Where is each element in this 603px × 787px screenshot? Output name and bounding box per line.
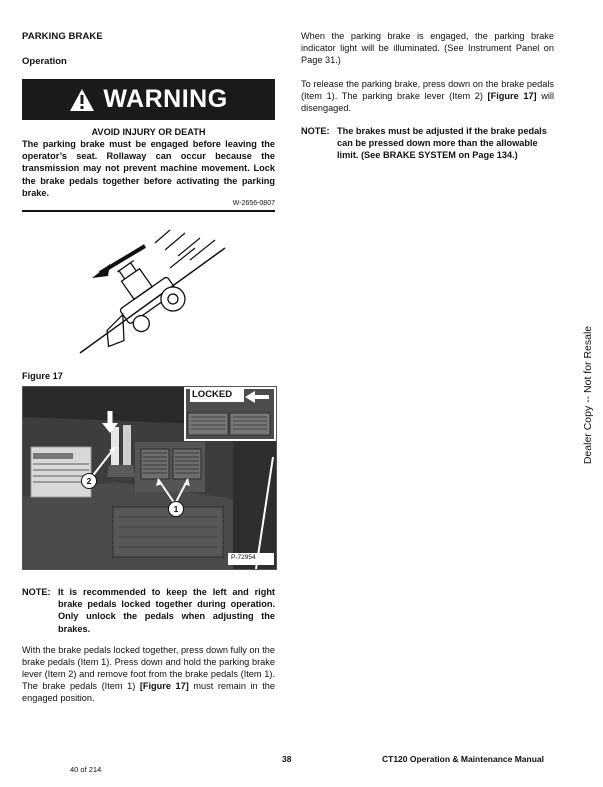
warning-word: WARNING xyxy=(103,85,228,113)
note-right xyxy=(301,125,554,162)
brake-pedals-photo-drawing xyxy=(23,387,276,569)
callout-item-2: 2 xyxy=(81,473,97,489)
locked-label: LOCKED xyxy=(192,389,233,400)
page-number: 38 xyxy=(282,754,292,764)
paragraph-release-figure-ref: [Figure 17] xyxy=(487,91,537,101)
page-count: 40 of 214 xyxy=(70,765,102,774)
warning-title: AVOID INJURY OR DEATH xyxy=(91,127,206,137)
figure-label: Figure 17 xyxy=(22,371,63,381)
photo-code: P-72954 xyxy=(231,554,256,561)
paragraph-indicator-light: When the parking brake is engaged, the parking brake indicator light will be illuminated. (See Instrument Panel on Page 31.) xyxy=(301,31,554,65)
sub-heading: Operation xyxy=(22,56,67,67)
warning-body: The parking brake must be engaged before leaving the operator’s seat. Rollaway can occur because the transmission may not prevent machine movement. Lock the brake pedals together before activating the parking brake. xyxy=(22,139,275,198)
paragraph-left-text-b: must remain in the engaged position. xyxy=(22,681,275,703)
side-watermark-text: Dealer Copy -- Not for Resale xyxy=(582,325,594,465)
paragraph-release-text-b: will disengaged. xyxy=(301,91,555,113)
paragraph-left-text-a: With the brake pedals locked together, press down fully on the brake pedals (Item 1). Press down and hold the parking brake lever (Item 2) and remove foot from the brake pedals (Item 1). The brake pedals (Item 1) xyxy=(22,645,275,691)
note-right-label: NOTE: xyxy=(301,126,330,136)
brake-pedals-photo xyxy=(22,386,277,570)
callout-item-1: 1 xyxy=(168,501,184,517)
note-left xyxy=(22,586,275,635)
manual-title: CT120 Operation & Maintenance Manual xyxy=(382,754,545,764)
paragraph-left xyxy=(22,644,275,704)
warning-code: W-2656-0807 xyxy=(232,200,275,207)
warning-banner xyxy=(22,79,275,120)
warning-triangle-icon xyxy=(69,88,95,112)
section-heading: PARKING BRAKE xyxy=(22,31,103,42)
warning-divider xyxy=(22,210,275,212)
paragraph-release-text-a: To release the parking brake, press down on the brake pedals (Item 1). The parking brake lever (Item 2) xyxy=(301,79,554,101)
note-left-text: It is recommended to keep the left and right brake pedals locked together during operation. Only unlock the pedals when adjusting the brakes. xyxy=(58,587,275,634)
note-right-text: The brakes must be adjusted if the brake pedals can be pressed down more than the allowable limit. (See BRAKE SYSTEM on Page 134.) xyxy=(337,126,547,161)
paragraph-release-brake xyxy=(301,78,554,114)
rollaway-illustration xyxy=(60,228,240,356)
paragraph-left-figure-ref: [Figure 17] xyxy=(139,681,189,691)
note-left-label: NOTE: xyxy=(22,587,51,597)
